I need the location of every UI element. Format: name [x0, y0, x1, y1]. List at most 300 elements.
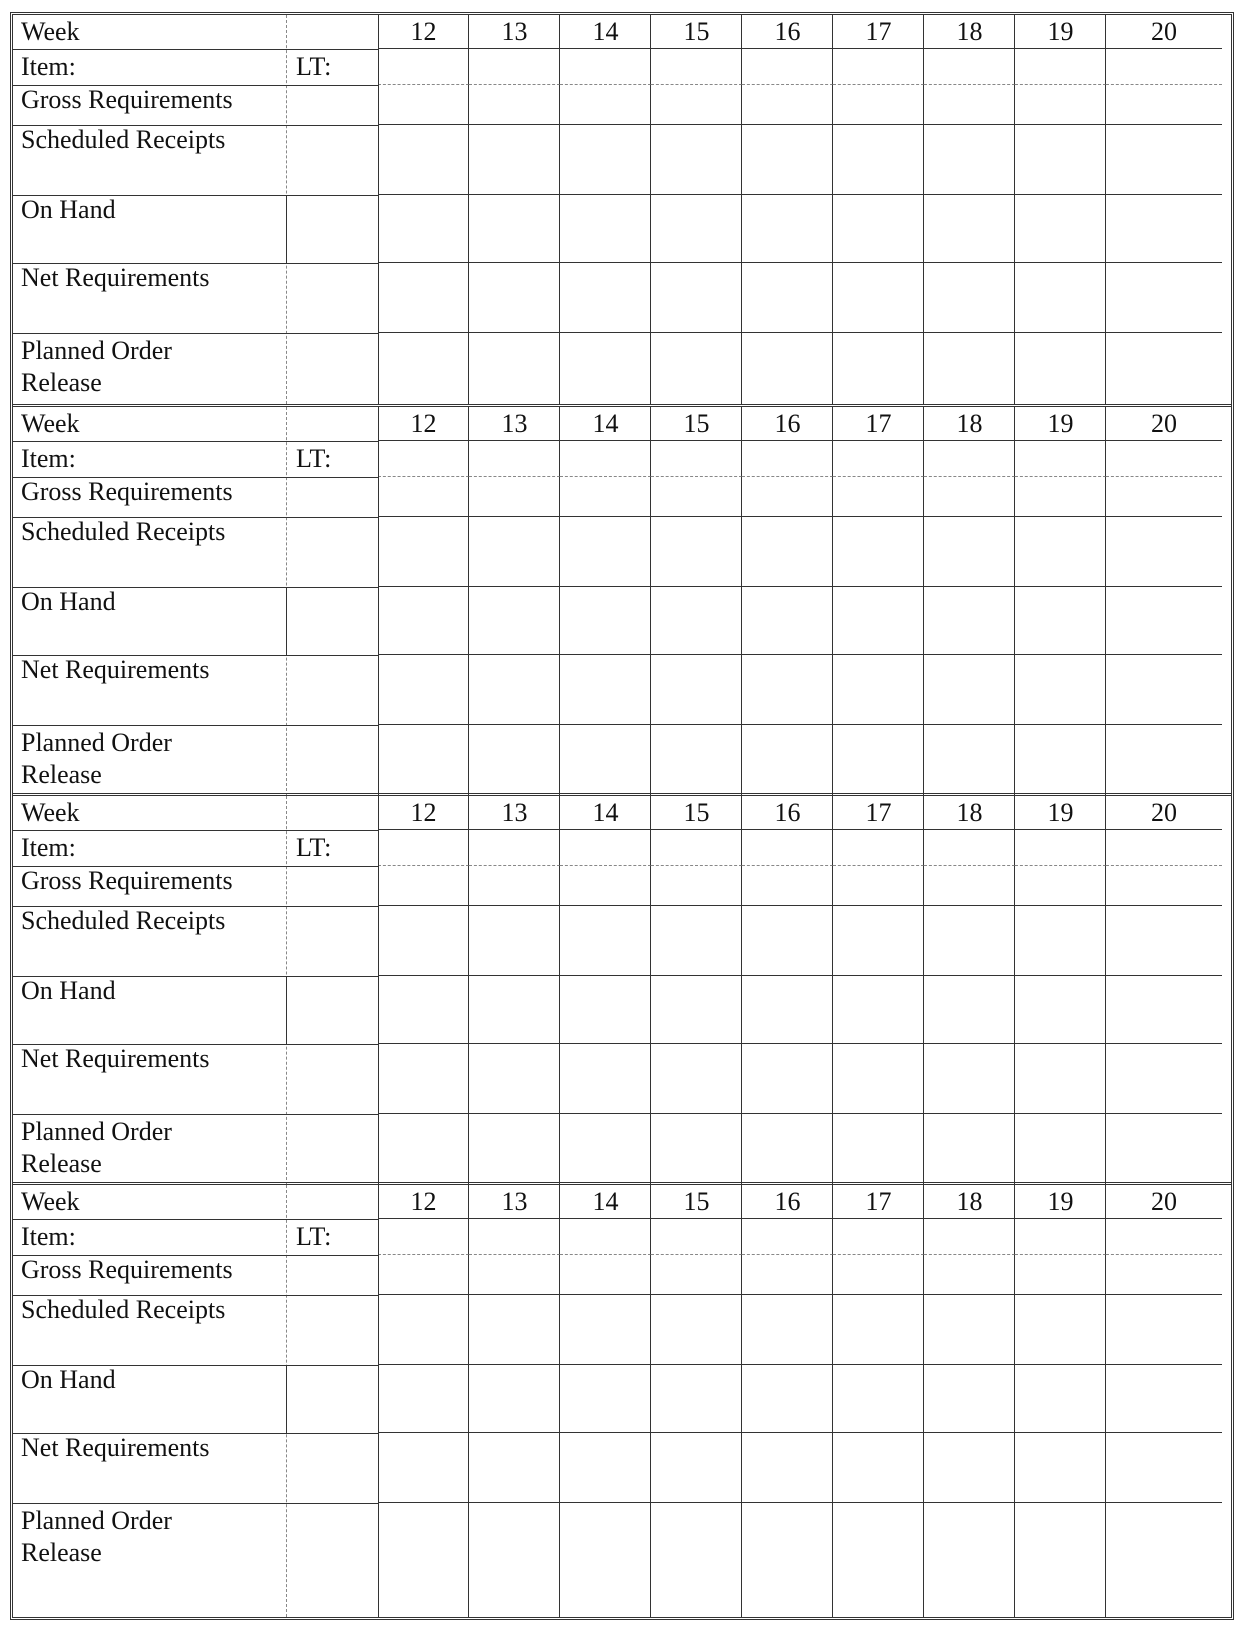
grid-cell[interactable] [560, 866, 651, 906]
grid-line [13, 517, 378, 518]
grid-line [13, 441, 378, 442]
row-label-on-hand: On Hand [21, 195, 116, 224]
grid-cell[interactable] [924, 441, 1015, 477]
grid-cell[interactable] [1015, 263, 1106, 333]
grid-cell[interactable] [378, 441, 469, 477]
week-header-cell [742, 407, 833, 441]
grid-cell[interactable] [560, 1219, 651, 1255]
grid-cell[interactable] [651, 1365, 742, 1433]
grid-cell[interactable] [1015, 441, 1106, 477]
row-label-scheduled-receipts: Scheduled Receipts [21, 906, 226, 935]
grid-cell[interactable] [1015, 85, 1106, 125]
grid-cell[interactable] [833, 866, 924, 906]
grid-cell[interactable] [1106, 906, 1222, 976]
item-label: Item: [21, 833, 76, 862]
grid-cell[interactable] [924, 1295, 1015, 1365]
grid-line [13, 49, 378, 50]
grid-cell[interactable] [469, 1295, 560, 1365]
item-label: Item: [21, 1222, 76, 1251]
grid-cell[interactable] [924, 477, 1015, 517]
week-header-cell [833, 796, 924, 830]
grid-cell[interactable] [742, 195, 833, 263]
grid-cell[interactable] [742, 1295, 833, 1365]
week-number-16: 16 [774, 1187, 801, 1216]
grid-cell[interactable] [1015, 1295, 1106, 1365]
grid-cell[interactable] [378, 1503, 469, 1617]
grid-cell[interactable] [560, 263, 651, 333]
grid-cell[interactable] [1015, 1044, 1106, 1114]
grid-cell[interactable] [1015, 125, 1106, 195]
grid-cell[interactable] [1015, 517, 1106, 587]
grid-cell[interactable] [742, 830, 833, 866]
grid-cell[interactable] [924, 195, 1015, 263]
week-label: Week [21, 1187, 80, 1216]
week-number-19: 19 [1047, 409, 1074, 438]
grid-cell[interactable] [651, 1219, 742, 1255]
grid-cell[interactable] [1106, 1044, 1222, 1114]
grid-cell[interactable] [560, 587, 651, 655]
grid-cell[interactable] [560, 976, 651, 1044]
grid-cell[interactable] [378, 1044, 469, 1114]
grid-cell[interactable] [833, 725, 924, 796]
week-number-18: 18 [956, 17, 983, 46]
grid-cell[interactable] [560, 1044, 651, 1114]
grid-cell[interactable] [1106, 1503, 1222, 1617]
grid-cell[interactable] [833, 263, 924, 333]
grid-cell[interactable] [469, 1365, 560, 1433]
grid-cell[interactable] [469, 477, 560, 517]
row-label-gross-requirements: Gross Requirements [21, 477, 233, 506]
grid-cell[interactable] [560, 1433, 651, 1503]
grid-cell[interactable] [560, 830, 651, 866]
grid-cell[interactable] [1015, 333, 1106, 404]
grid-cell[interactable] [651, 333, 742, 404]
grid-cell[interactable] [651, 441, 742, 477]
grid-cell[interactable] [742, 725, 833, 796]
grid-cell[interactable] [560, 1503, 651, 1617]
grid-cell[interactable] [833, 1503, 924, 1617]
grid-cell[interactable] [924, 333, 1015, 404]
grid-cell[interactable] [742, 477, 833, 517]
grid-cell[interactable] [469, 906, 560, 976]
grid-line [13, 1044, 378, 1045]
grid-cell[interactable] [651, 125, 742, 195]
grid-cell[interactable] [1106, 477, 1222, 517]
grid-cell[interactable] [742, 1433, 833, 1503]
grid-cell[interactable] [1106, 49, 1222, 85]
grid-cell[interactable] [1106, 587, 1222, 655]
grid-line [13, 195, 378, 196]
grid-cell[interactable] [560, 1114, 651, 1185]
week-number-16: 16 [774, 409, 801, 438]
lead-time-label: LT: [296, 52, 332, 81]
grid-cell[interactable] [833, 125, 924, 195]
grid-line [13, 866, 378, 867]
grid-cell[interactable] [833, 517, 924, 587]
week-header-cell [651, 796, 742, 830]
grid-line [286, 976, 287, 1044]
week-header-cell [378, 15, 469, 49]
week-header-cell [469, 407, 560, 441]
grid-cell[interactable] [924, 263, 1015, 333]
grid-cell[interactable] [742, 1365, 833, 1433]
week-header-cell [378, 407, 469, 441]
week-header-cell [1106, 407, 1222, 441]
week-number-12: 12 [410, 409, 437, 438]
grid-cell[interactable] [469, 517, 560, 587]
grid-cell[interactable] [560, 1255, 651, 1295]
week-header-cell [924, 407, 1015, 441]
grid-cell[interactable] [651, 477, 742, 517]
week-header-cell [469, 796, 560, 830]
grid-cell[interactable] [742, 906, 833, 976]
week-number-15: 15 [683, 1187, 710, 1216]
grid-cell[interactable] [833, 1365, 924, 1433]
grid-cell[interactable] [833, 1255, 924, 1295]
grid-cell[interactable] [560, 49, 651, 85]
grid-cell[interactable] [1015, 655, 1106, 725]
grid-line [378, 796, 379, 1185]
week-number-17: 17 [865, 409, 892, 438]
grid-cell[interactable] [924, 725, 1015, 796]
row-label-on-hand: On Hand [21, 976, 116, 1005]
grid-cell[interactable] [560, 1295, 651, 1365]
grid-cell[interactable] [469, 263, 560, 333]
grid-cell[interactable] [469, 725, 560, 796]
grid-cell[interactable] [378, 1114, 469, 1185]
grid-line [13, 655, 378, 656]
grid-cell[interactable] [378, 725, 469, 796]
grid-cell[interactable] [378, 976, 469, 1044]
grid-cell[interactable] [1106, 655, 1222, 725]
grid-cell[interactable] [924, 976, 1015, 1044]
grid-cell[interactable] [742, 587, 833, 655]
grid-cell[interactable] [378, 906, 469, 976]
grid-cell[interactable] [833, 830, 924, 866]
grid-cell[interactable] [560, 906, 651, 976]
grid-cell[interactable] [469, 333, 560, 404]
grid-cell[interactable] [378, 263, 469, 333]
grid-cell[interactable] [651, 587, 742, 655]
week-number-15: 15 [683, 17, 710, 46]
grid-cell[interactable] [742, 655, 833, 725]
grid-line [13, 333, 378, 334]
grid-cell[interactable] [833, 85, 924, 125]
grid-cell[interactable] [560, 195, 651, 263]
week-number-20: 20 [1151, 17, 1177, 46]
grid-cell[interactable] [378, 477, 469, 517]
grid-cell[interactable] [469, 1433, 560, 1503]
grid-cell[interactable] [833, 195, 924, 263]
grid-cell[interactable] [742, 1114, 833, 1185]
grid-cell[interactable] [469, 441, 560, 477]
grid-cell[interactable] [1015, 1114, 1106, 1185]
grid-cell[interactable] [742, 333, 833, 404]
week-number-12: 12 [410, 798, 437, 827]
grid-cell[interactable] [924, 517, 1015, 587]
row-label-net-requirements: Net Requirements [21, 263, 210, 292]
lead-time-label: LT: [296, 444, 332, 473]
grid-cell[interactable] [1015, 1219, 1106, 1255]
row-label-scheduled-receipts: Scheduled Receipts [21, 1295, 226, 1324]
grid-cell[interactable] [469, 125, 560, 195]
grid-cell[interactable] [378, 333, 469, 404]
grid-cell[interactable] [469, 655, 560, 725]
week-header-cell [469, 15, 560, 49]
grid-cell[interactable] [469, 587, 560, 655]
grid-cell[interactable] [742, 49, 833, 85]
grid-cell[interactable] [924, 49, 1015, 85]
grid-cell[interactable] [1106, 195, 1222, 263]
row-label-net-requirements: Net Requirements [21, 1044, 210, 1073]
grid-cell[interactable] [469, 866, 560, 906]
grid-cell[interactable] [651, 263, 742, 333]
grid-cell[interactable] [651, 1114, 742, 1185]
grid-cell[interactable] [378, 1255, 469, 1295]
grid-line [13, 263, 378, 264]
grid-cell[interactable] [469, 1255, 560, 1295]
grid-cell[interactable] [560, 477, 651, 517]
week-number-19: 19 [1047, 1187, 1074, 1216]
grid-cell[interactable] [560, 725, 651, 796]
grid-cell[interactable] [651, 655, 742, 725]
lead-time-label: LT: [296, 1222, 332, 1251]
grid-cell[interactable] [378, 1295, 469, 1365]
grid-cell[interactable] [1106, 1219, 1222, 1255]
grid-cell[interactable] [469, 1044, 560, 1114]
mrp-block-1 [13, 15, 1231, 404]
mrp-block-4 [13, 1182, 1231, 1617]
grid-cell[interactable] [924, 866, 1015, 906]
grid-cell[interactable] [833, 587, 924, 655]
grid-cell[interactable] [924, 587, 1015, 655]
week-header-cell [1106, 1185, 1222, 1219]
week-number-13: 13 [501, 1187, 528, 1216]
grid-cell[interactable] [1015, 477, 1106, 517]
grid-cell[interactable] [1106, 1365, 1222, 1433]
grid-cell[interactable] [651, 866, 742, 906]
grid-cell[interactable] [1106, 517, 1222, 587]
grid-cell[interactable] [378, 517, 469, 587]
grid-cell[interactable] [1106, 725, 1222, 796]
grid-cell[interactable] [469, 1503, 560, 1617]
week-header-cell [1106, 15, 1222, 49]
grid-cell[interactable] [1106, 976, 1222, 1044]
grid-cell[interactable] [833, 1044, 924, 1114]
grid-cell[interactable] [1106, 333, 1222, 404]
grid-cell[interactable] [833, 1295, 924, 1365]
grid-line [378, 15, 379, 404]
grid-cell[interactable] [651, 195, 742, 263]
grid-cell[interactable] [742, 866, 833, 906]
week-header-cell [651, 1185, 742, 1219]
grid-line [13, 1433, 378, 1434]
grid-cell[interactable] [378, 125, 469, 195]
grid-cell[interactable] [1106, 125, 1222, 195]
grid-cell[interactable] [833, 441, 924, 477]
grid-cell[interactable] [924, 1219, 1015, 1255]
grid-cell[interactable] [560, 655, 651, 725]
grid-cell[interactable] [924, 830, 1015, 866]
week-header-cell [833, 407, 924, 441]
grid-cell[interactable] [924, 125, 1015, 195]
grid-cell[interactable] [560, 333, 651, 404]
grid-cell[interactable] [742, 85, 833, 125]
mrp-worksheet [10, 12, 1234, 1620]
row-label-on-hand: On Hand [21, 587, 116, 616]
grid-cell[interactable] [742, 1219, 833, 1255]
grid-cell[interactable] [924, 1365, 1015, 1433]
grid-cell[interactable] [651, 1295, 742, 1365]
row-label-gross-requirements: Gross Requirements [21, 85, 233, 114]
grid-cell[interactable] [469, 1219, 560, 1255]
week-number-13: 13 [501, 409, 528, 438]
grid-cell[interactable] [651, 976, 742, 1044]
grid-cell[interactable] [1015, 1365, 1106, 1433]
grid-cell[interactable] [833, 906, 924, 976]
grid-cell[interactable] [378, 587, 469, 655]
grid-cell[interactable] [651, 1255, 742, 1295]
grid-cell[interactable] [378, 1365, 469, 1433]
grid-cell[interactable] [1106, 263, 1222, 333]
grid-cell[interactable] [560, 85, 651, 125]
grid-cell[interactable] [1015, 587, 1106, 655]
grid-cell[interactable] [833, 1433, 924, 1503]
grid-cell[interactable] [1106, 441, 1222, 477]
grid-cell[interactable] [924, 1044, 1015, 1114]
grid-cell[interactable] [924, 1433, 1015, 1503]
grid-cell[interactable] [469, 195, 560, 263]
grid-cell[interactable] [1015, 1503, 1106, 1617]
week-number-18: 18 [956, 798, 983, 827]
week-header-cell [1015, 796, 1106, 830]
week-number-16: 16 [774, 17, 801, 46]
grid-line [13, 1219, 378, 1220]
grid-cell[interactable] [651, 1433, 742, 1503]
grid-cell[interactable] [924, 906, 1015, 976]
lead-time-label: LT: [296, 833, 332, 862]
week-header-cell [378, 1185, 469, 1219]
grid-line [13, 85, 378, 86]
week-header-cell [742, 796, 833, 830]
grid-cell[interactable] [742, 1044, 833, 1114]
grid-line [13, 1255, 378, 1256]
grid-cell[interactable] [651, 725, 742, 796]
row-label-planned-order-release: Planned Order Release [21, 728, 172, 789]
grid-cell[interactable] [1106, 1255, 1222, 1295]
week-number-12: 12 [410, 17, 437, 46]
grid-cell[interactable] [560, 517, 651, 587]
grid-cell[interactable] [1015, 1433, 1106, 1503]
grid-cell[interactable] [924, 1255, 1015, 1295]
grid-cell[interactable] [651, 906, 742, 976]
grid-cell[interactable] [833, 1114, 924, 1185]
grid-cell[interactable] [742, 1503, 833, 1617]
grid-cell[interactable] [469, 49, 560, 85]
week-number-17: 17 [865, 1187, 892, 1216]
grid-line [13, 1503, 378, 1504]
grid-cell[interactable] [1015, 1255, 1106, 1295]
grid-cell[interactable] [1106, 85, 1222, 125]
grid-cell[interactable] [378, 85, 469, 125]
grid-cell[interactable] [560, 441, 651, 477]
grid-cell[interactable] [924, 85, 1015, 125]
grid-cell[interactable] [651, 1044, 742, 1114]
grid-cell[interactable] [1015, 906, 1106, 976]
grid-cell[interactable] [469, 830, 560, 866]
grid-cell[interactable] [378, 1219, 469, 1255]
grid-cell[interactable] [924, 1503, 1015, 1617]
grid-cell[interactable] [1106, 830, 1222, 866]
grid-cell[interactable] [833, 333, 924, 404]
grid-cell[interactable] [1015, 830, 1106, 866]
row-label-scheduled-receipts: Scheduled Receipts [21, 125, 226, 154]
grid-line [13, 976, 378, 977]
grid-cell[interactable] [1015, 976, 1106, 1044]
week-number-14: 14 [592, 1187, 619, 1216]
grid-cell[interactable] [1106, 1295, 1222, 1365]
grid-cell[interactable] [651, 1503, 742, 1617]
grid-cell[interactable] [833, 655, 924, 725]
grid-cell[interactable] [833, 976, 924, 1044]
grid-cell[interactable] [378, 655, 469, 725]
grid-line [13, 1114, 378, 1115]
week-header-cell [833, 15, 924, 49]
grid-cell[interactable] [469, 85, 560, 125]
grid-cell[interactable] [742, 976, 833, 1044]
grid-cell[interactable] [651, 517, 742, 587]
grid-cell[interactable] [1015, 725, 1106, 796]
grid-cell[interactable] [742, 263, 833, 333]
grid-cell[interactable] [1106, 1433, 1222, 1503]
grid-cell[interactable] [742, 517, 833, 587]
grid-cell[interactable] [378, 1433, 469, 1503]
grid-cell[interactable] [469, 976, 560, 1044]
grid-cell[interactable] [1106, 866, 1222, 906]
grid-cell[interactable] [833, 1219, 924, 1255]
grid-cell[interactable] [378, 195, 469, 263]
week-header-cell [1015, 1185, 1106, 1219]
week-header-cell [1015, 15, 1106, 49]
grid-cell[interactable] [469, 1114, 560, 1185]
week-header-cell [742, 1185, 833, 1219]
grid-cell[interactable] [560, 125, 651, 195]
grid-cell[interactable] [560, 1365, 651, 1433]
grid-cell[interactable] [742, 1255, 833, 1295]
week-header-cell [469, 1185, 560, 1219]
grid-cell[interactable] [924, 1114, 1015, 1185]
grid-cell[interactable] [833, 477, 924, 517]
grid-cell[interactable] [378, 866, 469, 906]
grid-cell[interactable] [651, 830, 742, 866]
grid-cell[interactable] [1015, 866, 1106, 906]
grid-cell[interactable] [651, 85, 742, 125]
grid-cell[interactable] [378, 830, 469, 866]
grid-cell[interactable] [742, 441, 833, 477]
grid-cell[interactable] [833, 49, 924, 85]
grid-line [286, 195, 287, 263]
grid-line [13, 587, 378, 588]
grid-cell[interactable] [651, 49, 742, 85]
grid-cell[interactable] [1015, 49, 1106, 85]
grid-cell[interactable] [378, 49, 469, 85]
grid-cell[interactable] [1015, 195, 1106, 263]
grid-line [13, 125, 378, 126]
grid-cell[interactable] [924, 655, 1015, 725]
grid-line [13, 906, 378, 907]
grid-cell[interactable] [1106, 1114, 1222, 1185]
grid-cell[interactable] [742, 125, 833, 195]
